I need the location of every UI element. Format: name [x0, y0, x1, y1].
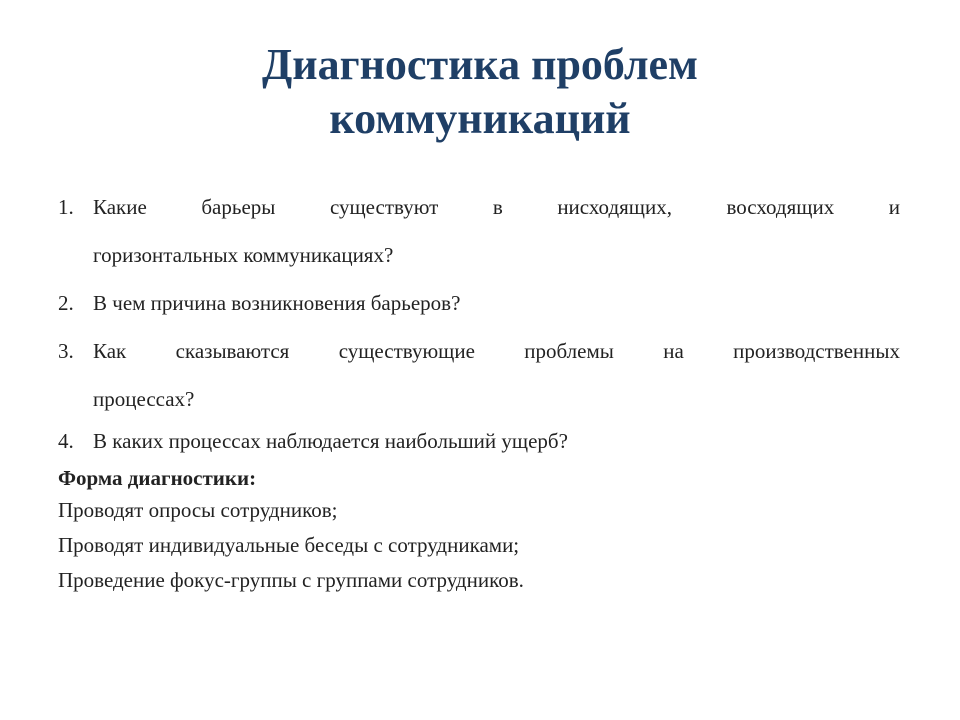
- question-item-3: [58, 327, 900, 423]
- form-item-3: Проведение фокус-группы с группами сотрудников.: [58, 568, 524, 592]
- form-item-2: Проводят индивидуальные беседы с сотрудниками;: [58, 533, 520, 557]
- question-number: 2.: [58, 291, 74, 315]
- question-item-2: [58, 279, 900, 327]
- slide-title-line-1: Диагностика проблем: [261, 40, 699, 89]
- form-heading: Форма диагностики:: [58, 466, 257, 490]
- question-item-1: [58, 183, 900, 279]
- question-number: 1.: [58, 195, 74, 219]
- question-number: 4.: [58, 429, 74, 453]
- question-text-line: процессах?: [93, 387, 195, 411]
- question-text-line: горизонтальных коммуникациях?: [93, 243, 394, 267]
- form-item-1: Проводят опросы сотрудников;: [58, 498, 338, 522]
- question-text-line: В каких процессах наблюдается наибольший ущерб?: [93, 429, 568, 453]
- question-number: 3.: [58, 339, 74, 363]
- questions-list: [58, 183, 900, 459]
- question-text-line: Какие барьеры существуют в нисходящих, восходящих и: [93, 195, 900, 219]
- question-item-4: [58, 423, 900, 459]
- question-text-line: Как сказываются существующие проблемы на производственных: [93, 339, 900, 363]
- question-text-line: В чем причина возникновения барьеров?: [93, 291, 461, 315]
- slide-title-line-2: коммуникаций: [329, 94, 631, 143]
- slide-title: [0, 38, 960, 146]
- diagnostics-form-section: [58, 463, 918, 598]
